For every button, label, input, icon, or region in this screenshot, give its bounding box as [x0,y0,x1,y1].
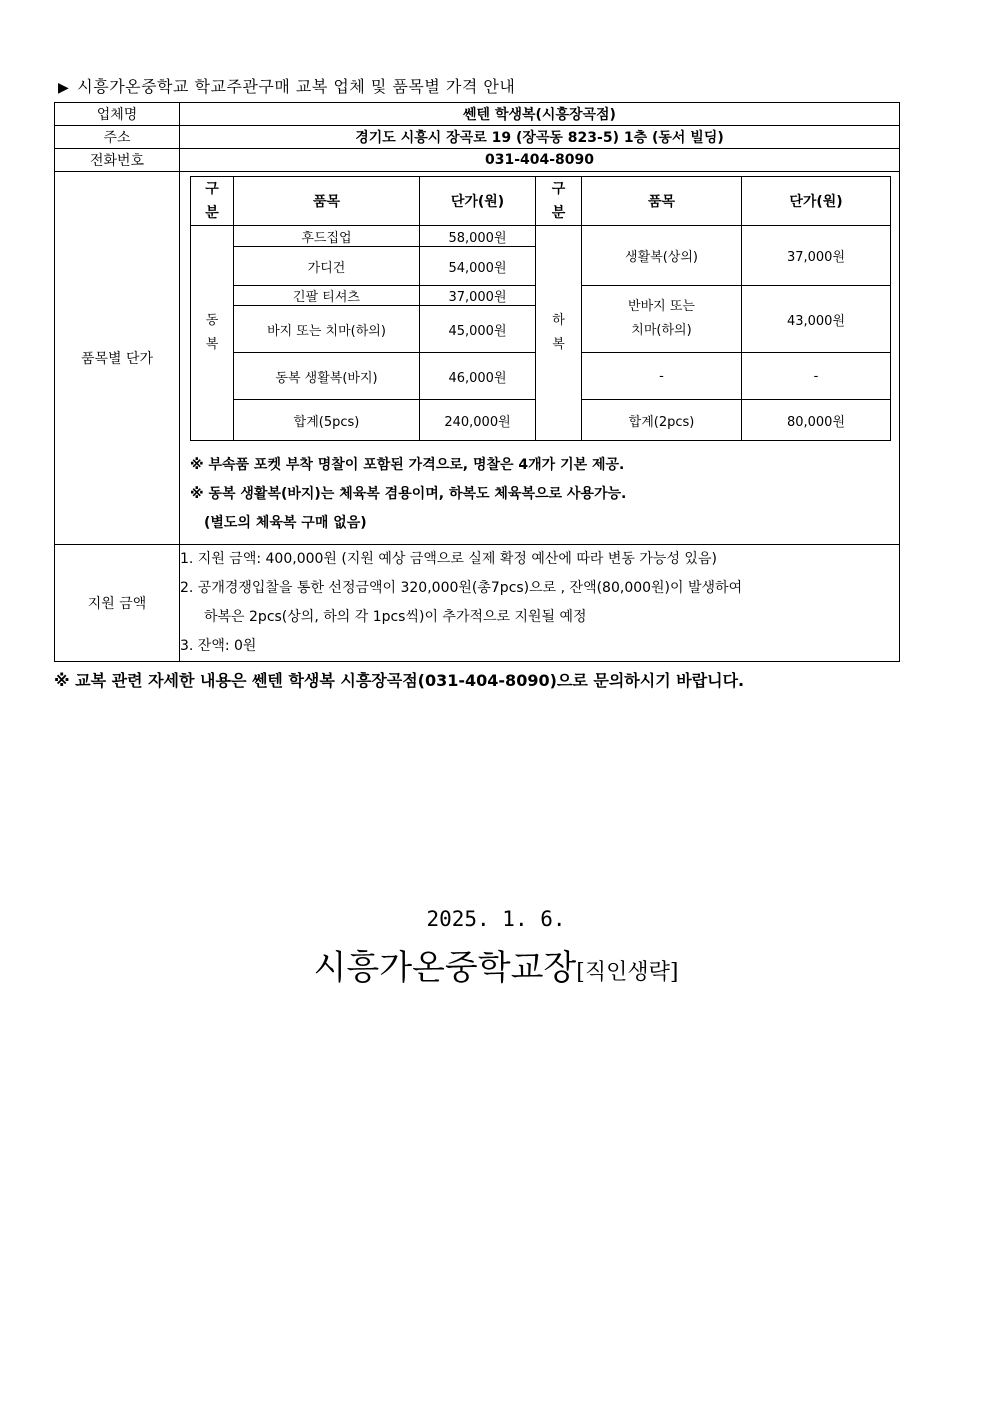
phone-label: 전화번호 [55,149,180,172]
vendor-row [55,103,900,126]
seal-note: [직인생략] [576,960,679,985]
summer-category: 하 복 [536,226,582,441]
summer-item-name: 생활복(상의) [582,226,742,286]
category-header-summer: 구 분 [536,177,582,226]
support-line: 3. 잔액: 0원 [180,638,257,654]
summer-item-price: 37,000원 [742,226,891,286]
item-header-winter: 품목 [234,177,420,226]
winter-total-price: 240,000원 [420,400,536,441]
winter-total-label: 합계(5pcs) [234,400,420,441]
summer-item-name: 반바지 또는 치마(하의) [582,286,742,353]
table-row [191,226,891,247]
contact-note: ※ 교복 관련 자세한 내용은 쎈텐 학생복 시흥장곡점(031-404-8090)으로 문의하시기 바랍니다. [54,671,745,690]
support-row [55,545,900,662]
winter-item-price: 45,000원 [420,306,536,353]
summer-item-name: - [582,353,742,400]
winter-category: 동 복 [191,226,234,441]
triangle-icon: ▶ [58,80,70,96]
price-notes [190,451,889,538]
price-cell [180,172,900,545]
support-line: 1. 지원 금액: 400,000원 (지원 예상 금액으로 실제 확정 예산에 따라 변동 가능성 있음) [180,551,717,567]
price-table [190,176,891,441]
support-line: 2. 공개경쟁입찰을 통한 선정금액이 320,000원(총7pcs)으로 , 잔액(80,000원)이 발생하여 [180,580,743,596]
summer-total-price: 80,000원 [742,400,891,441]
price-row [55,172,900,545]
price-header-summer: 단가(원) [742,177,891,226]
winter-item-name: 긴팔 티셔츠 [234,286,420,306]
winter-item-price: 54,000원 [420,247,536,286]
winter-item-price: 58,000원 [420,226,536,247]
address-value: 경기도 시흥시 장곡로 19 (장곡동 823-5) 1층 (동서 빌딩) [180,126,900,149]
winter-item-price: 46,000원 [420,353,536,400]
summer-item-price: 43,000원 [742,286,891,353]
principal-name: 시흥가온중학교장 [313,948,577,988]
address-label: 주소 [55,126,180,149]
phone-value: 031-404-8090 [180,149,900,172]
signature-line [0,940,992,989]
support-line: 하복은 2pcs(상의, 하의 각 1pcs씩)이 추가적으로 지원될 예정 [204,609,587,625]
support-label: 지원 금액 [55,545,180,662]
note-line: ※ 동복 생활복(바지)는 체육복 겸용이며, 하복도 체육복으로 사용가능. [190,486,627,502]
category-header-winter: 구 분 [191,177,234,226]
address-row [55,126,900,149]
summer-total-label: 합계(2pcs) [582,400,742,441]
item-header-summer: 품목 [582,177,742,226]
winter-item-name: 바지 또는 치마(하의) [234,306,420,353]
uniform-info-table [54,102,900,662]
note-line: (별도의 체육복 구매 없음) [204,515,367,531]
price-header-row [191,177,891,226]
phone-row [55,149,900,172]
winter-item-name: 가디건 [234,247,420,286]
heading-text: 시흥가온중학교 학교주관구매 교복 업체 및 품목별 가격 안내 [77,77,516,96]
price-label: 품목별 단가 [55,172,180,545]
notice-heading [58,74,515,97]
price-header-winter: 단가(원) [420,177,536,226]
winter-item-price: 37,000원 [420,286,536,306]
document-date: 2025. 1. 6. [426,907,566,931]
vendor-value: 쎈텐 학생복(시흥장곡점) [180,103,900,126]
note-line: ※ 부속품 포켓 부착 명찰이 포함된 가격으로, 명찰은 4개가 기본 제공. [190,457,625,473]
vendor-label: 업체명 [55,103,180,126]
support-cell [180,545,900,662]
summer-item-price: - [742,353,891,400]
winter-item-name: 동복 생활복(바지) [234,353,420,400]
winter-item-name: 후드집업 [234,226,420,247]
